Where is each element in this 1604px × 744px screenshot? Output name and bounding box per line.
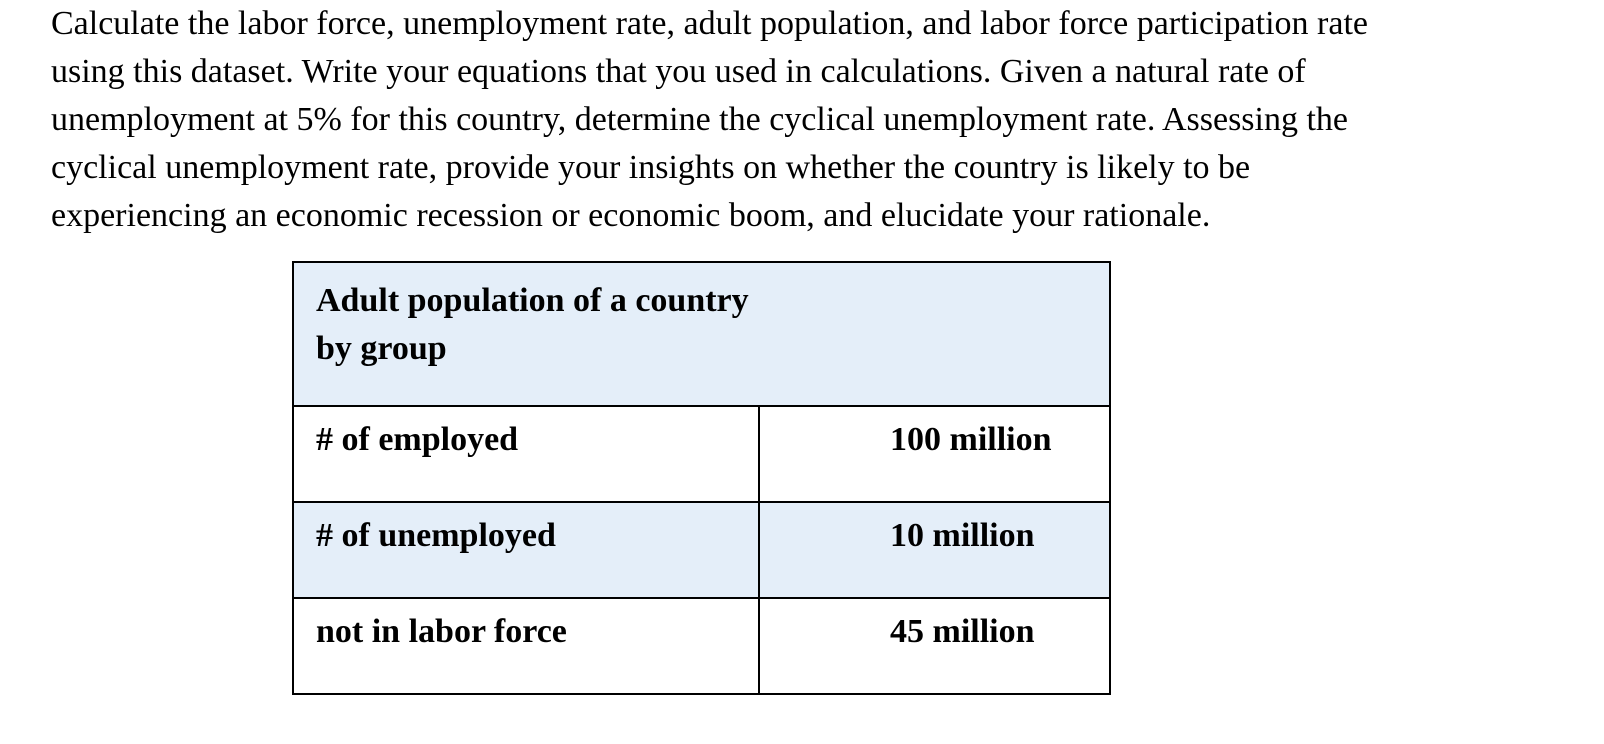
row-label: # of unemployed [316,517,556,554]
row-value: 45 million [890,613,1035,650]
table-row [293,406,1110,502]
question-line: experiencing an economic recession or economic boom, and elucidate your rationale. [51,197,1211,234]
table-header-line: by group [316,330,447,367]
question-line: using this dataset. Write your equations that you used in calculations. Given a natural rate of [51,53,1306,90]
row-label-cell [293,502,759,598]
row-label: not in labor force [316,613,567,650]
table-row [293,502,1110,598]
table-header-line: Adult population of a country [316,282,749,319]
table-header-cell [293,262,1110,406]
table-header-row [293,262,1110,406]
question-line: Calculate the labor force, unemployment rate, adult population, and labor force participation rate [51,5,1368,42]
question-line: unemployment at 5% for this country, determine the cyclical unemployment rate. Assessing the [51,101,1349,138]
row-label-cell [293,598,759,694]
row-label: # of employed [316,421,519,458]
row-value: 100 million [890,421,1052,458]
population-table [292,261,1111,695]
table-row [293,598,1110,694]
row-value-cell [759,406,1110,502]
row-value-cell [759,598,1110,694]
question-text [51,0,1531,240]
row-value-cell [759,502,1110,598]
question-line: cyclical unemployment rate, provide your insights on whether the country is likely to be [51,149,1251,186]
row-label-cell [293,406,759,502]
row-value: 10 million [890,517,1035,554]
